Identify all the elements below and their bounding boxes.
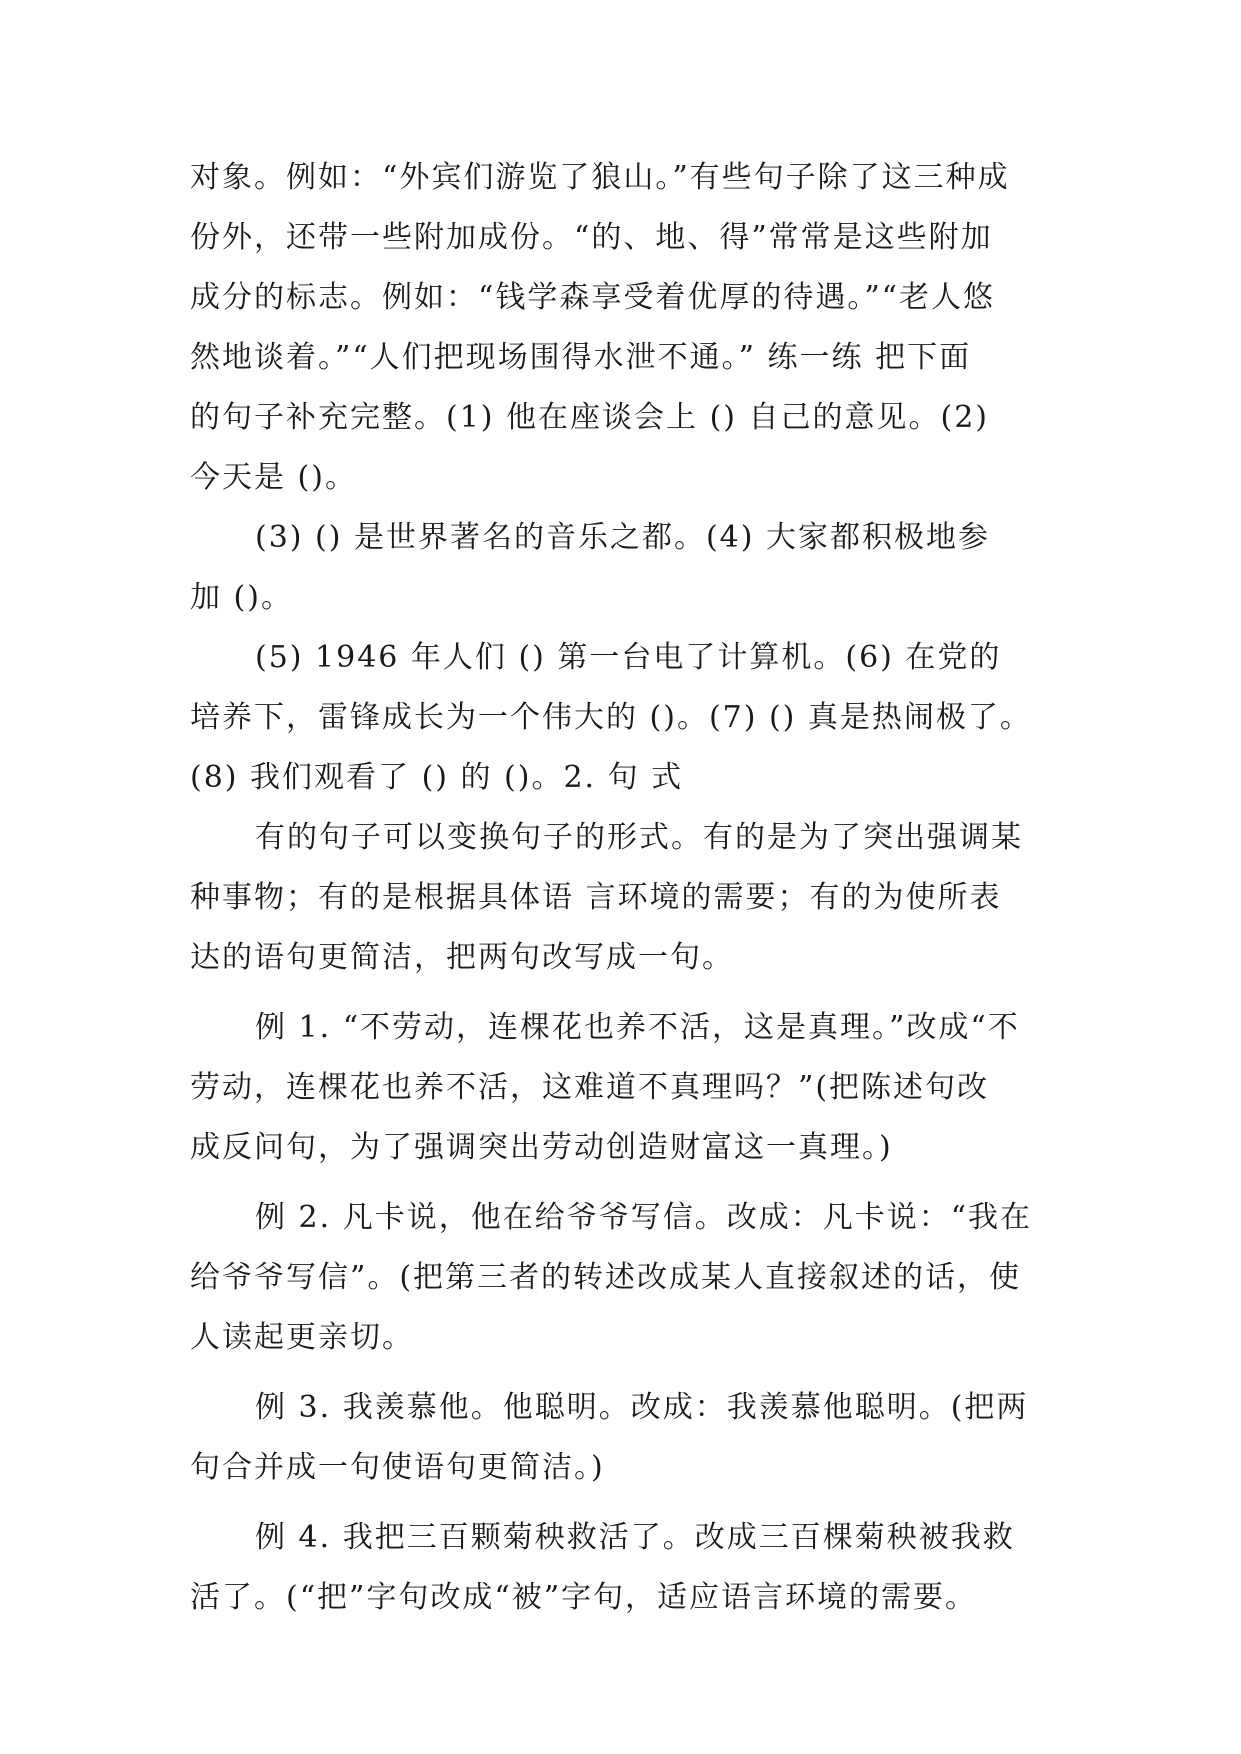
text-line: 给爷爷写信”。(把第三者的转述改成某人直接叙述的话，使 (190, 1260, 1022, 1295)
text-line: 例 1. “不劳动，连棵花也养不活，这是真理。”改成“不 (255, 1010, 1020, 1045)
text-line: 有的句子可以变换句子的形式。有的是为了突出强调某 (255, 820, 1023, 855)
text-line: 的句子补充完整。(1) 他在座谈会上 () 自己的意见。(2) (190, 400, 990, 435)
text-line: 句合并成一句使语句更简洁。) (190, 1450, 605, 1485)
text-line: 例 4. 我把三百颗菊秧救活了。改成三百棵菊秧被我救 (255, 1520, 1015, 1555)
text-line: (8) 我们观看了 () 的 ()。2. 句 式 (190, 760, 684, 795)
text-line: 份外，还带一些附加成份。“的、地、得”常常是这些附加 (190, 220, 993, 255)
text-line: 劳动，连棵花也养不活，这难道不真理吗？”(把陈述句改 (190, 1070, 990, 1105)
text-line: 成反问句，为了强调突出劳动创造财富这一真理。) (190, 1130, 893, 1165)
text-line: (5) 1946 年人们 () 第一台电了计算机。(6) 在党的 (255, 640, 1002, 675)
text-line: 人读起更亲切。 (190, 1320, 414, 1355)
text-line: 活了。(“把”字句改成“被”字句，适应语言环境的需要。 (190, 1580, 978, 1615)
text-line: 今天是 ()。 (190, 460, 357, 495)
text-line: 然地谈着。”“人们把现场围得水泄不通。” 练一练 把下面 (190, 340, 972, 375)
text-line: 加 ()。 (190, 580, 293, 615)
text-line: 培养下，雷锋成长为一个伟大的 ()。(7) () 真是热闹极了。 (190, 700, 1032, 735)
text-line: 例 3. 我羡慕他。他聪明。改成：我羡慕他聪明。(把两 (255, 1390, 1029, 1425)
text-line: 达的语句更简洁，把两句改写成一句。 (190, 940, 734, 975)
text-line: 成分的标志。例如：“钱学森享受着优厚的待遇。”“老人悠 (190, 280, 996, 315)
text-line: 例 2. 凡卡说，他在给爷爷写信。改成：凡卡说：“我在 (255, 1200, 1033, 1235)
text-line: 种事物；有的是根据具体语 言环境的需要；有的为使所表 (190, 880, 1002, 915)
text-line: 对象。例如：“外宾们游览了狼山。”有些句子除了这三种成 (190, 160, 1010, 195)
text-line: (3) () 是世界著名的音乐之都。(4) 大家都积极地参 (255, 520, 991, 555)
